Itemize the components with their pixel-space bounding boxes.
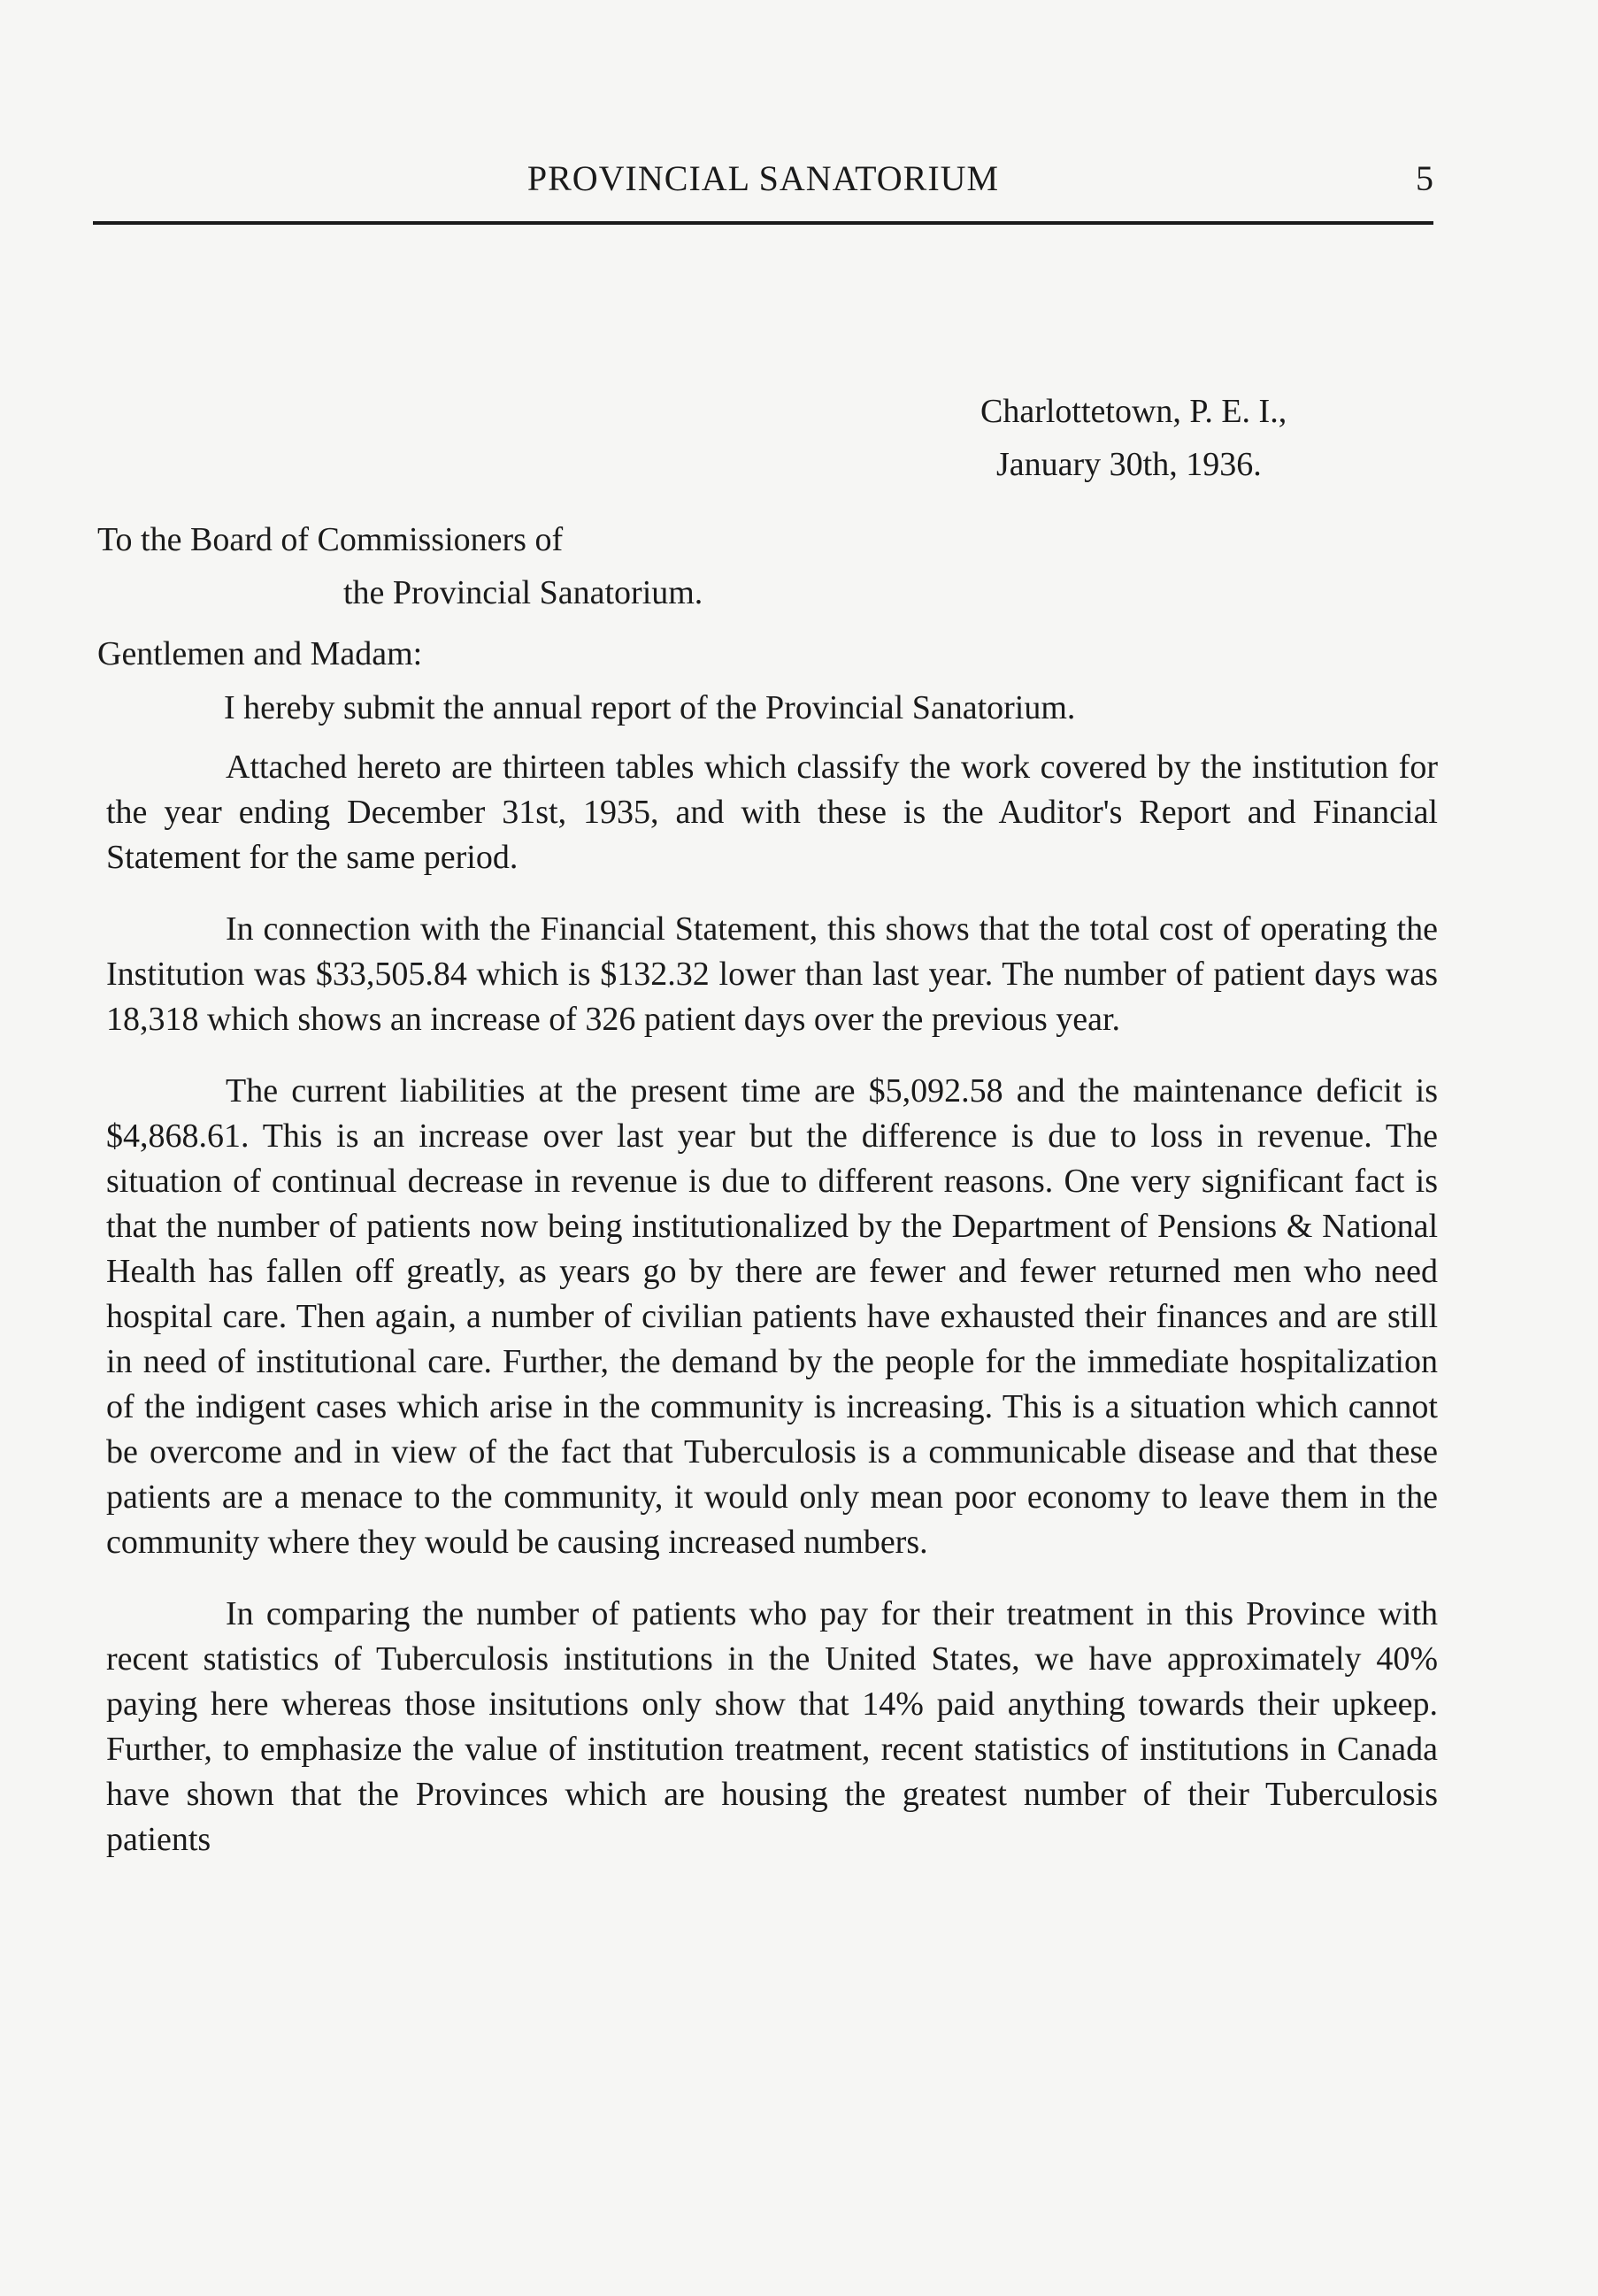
- address-line-2: the Provincial Sanatorium.: [343, 574, 703, 611]
- paragraph-3: In connection with the Financial Statement, this shows that the total cost of operating the Institution was $33,505.84 which is $132.32 lower than last year. The number of patient days was 18,318 which shows an increase of 326 patient days over the previous year.: [106, 910, 1438, 1038]
- salutation: Gentlemen and Madam:: [97, 635, 423, 672]
- paragraph-1: I hereby submit the annual report of the Provincial Sanatorium.: [224, 689, 1076, 726]
- page-number: 5: [1416, 158, 1433, 198]
- running-title: PROVINCIAL SANATORIUM: [526, 158, 1000, 198]
- dateline: [980, 385, 1287, 491]
- address-line-1: To the Board of Commissioners of: [97, 521, 564, 558]
- paragraph-2: Attached hereto are thirteen tables which classify the work covered by the institution for the year ending December 31st, 1935, and with these is the Auditor's Report and Financial Statement for the same period.: [106, 749, 1438, 876]
- paragraph-5: In comparing the number of patients who pay for their treatment in this Province with recent statistics of Tuberculosis institutions in the United States, we have approximately 40% paying here whereas those insitutions only show that 14% paid anything towards their upkeep. Further, to emphasize the value of institution treatment, recent statistics of institutions in Canada have shown that the Provinces which are housing the greatest number of their Tuberculosis patients: [106, 1595, 1438, 1858]
- letter-body: [106, 686, 1438, 1889]
- dateline-date: January 30th, 1936.: [996, 446, 1262, 483]
- dateline-place: Charlottetown, P. E. I.,: [980, 393, 1287, 430]
- paragraph-4: The current liabilities at the present time are $5,092.58 and the maintenance deficit is $4,868.61. This is an increase over last year but the difference is due to loss in revenue. The situation of continual decrease in revenue is due to different reasons. One very significant fact is that the number of patients now being institutionalized by the Department of Pensions & National Health has fallen off greatly, as years go by there are fewer and fewer returned men who need hospital care. Then again, a number of civilian patients have exhausted their finances and are still in need of institutional care. Further, the demand by the people for the immediate hospitalization of the indigent cases which arise in the community is increasing. This is a situation which cannot be overcome and in view of the fact that Tuberculosis is a communicable disease and that these patients are a menace to the community, it would only mean poor economy to leave them in the community where they would be causing increased numbers.: [106, 1072, 1438, 1561]
- inside-address: [97, 513, 703, 619]
- page-header: [93, 157, 1433, 225]
